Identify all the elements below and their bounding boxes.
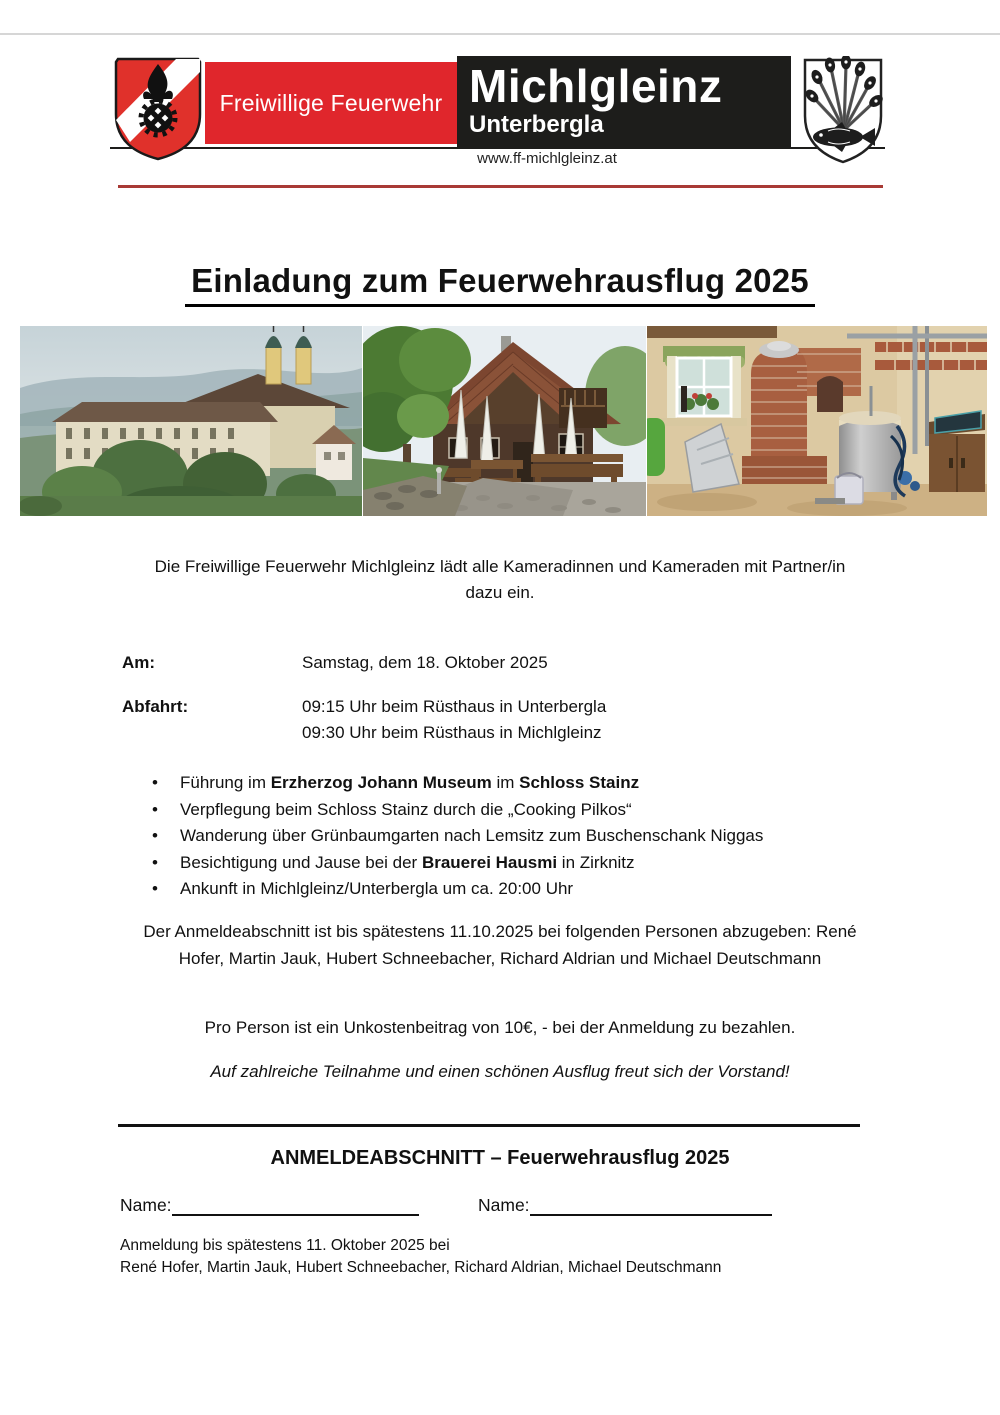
slip-note-line2: René Hofer, Martin Jauk, Hubert Schneebacher, Richard Aldrian, Michael Deutschmann	[120, 1259, 722, 1276]
schloss-stainz-photo	[20, 326, 362, 516]
page-title: Einladung zum Feuerwehrausflug 2025	[0, 262, 1000, 307]
fee-paragraph: Pro Person ist ein Unkostenbeitrag von 10€, - bei der Anmeldung zu bezahlen.	[204, 1018, 796, 1037]
brauerei-photo	[647, 326, 987, 516]
program-item: • Besichtigung und Jause bei der Brauerei Hausmi in Zirknitz	[150, 850, 910, 877]
closing-paragraph: Auf zahlreiche Teilnahme und einen schönen Ausflug freut sich der Vorstand!	[210, 1062, 790, 1081]
program-item: • Verpflegung beim Schloss Stainz durch die „Cooking Pilkos“	[150, 797, 910, 824]
name-label: Name:	[120, 1195, 172, 1215]
slip-notes	[120, 1235, 900, 1279]
name-label: Name:	[478, 1195, 530, 1215]
date-label: Am:	[122, 653, 156, 672]
departure-values: 09:15 Uhr beim Rüsthaus in Unterbergla 09:30 Uhr beim Rüsthaus in Michlgleinz	[302, 697, 607, 742]
departure-row	[122, 694, 606, 746]
program-list	[150, 770, 910, 903]
header-band-label: Freiwillige Feuerwehr	[219, 89, 443, 116]
date-row	[122, 650, 606, 676]
trip-details	[122, 650, 606, 746]
name-blank-line	[530, 1192, 772, 1216]
deadline-paragraph: Der Anmeldeabschnitt ist bis spätestens 11.10.2025 bei folgenden Personen abzugeben: René Hofer, Martin Jauk, Hubert Schneebacher, Richard Aldrian und Michael Deutschmann	[143, 922, 857, 968]
buschenschank-photo	[363, 326, 646, 516]
program-item: • Führung im Erzherzog Johann Museum im Schloss Stainz	[150, 770, 910, 797]
municipal-crest-icon	[800, 56, 886, 166]
name-field-left	[120, 1192, 419, 1216]
program-item: • Wanderung über Grünbaumgarten nach Lemsitz zum Buschenschank Niggas	[150, 823, 910, 850]
fire-brigade-crest-icon	[110, 56, 206, 162]
brigade-subname: Unterbergla	[469, 111, 604, 138]
scan-edge-line	[0, 33, 1000, 35]
cut-line	[118, 1124, 860, 1127]
name-blank-line	[172, 1192, 419, 1216]
date-value: Samstag, dem 18. Oktober 2025	[302, 653, 548, 672]
header-red-divider	[118, 185, 883, 188]
intro-paragraph: Die Freiwillige Feuerwehr Michlgleinz lädt alle Kameradinnen und Kameraden mit Partner/in dazu ein.	[154, 557, 846, 602]
website-url: www.ff-michlgleinz.at	[477, 150, 617, 167]
slip-note-line1: Anmeldung bis spätestens 11. Oktober 2025 bei	[120, 1237, 450, 1254]
departure-label: Abfahrt:	[122, 697, 189, 716]
brigade-name: Michlgleinz	[469, 60, 723, 112]
header-red-band	[205, 62, 457, 144]
name-field-right	[478, 1192, 772, 1216]
photo-strip	[20, 326, 987, 516]
header-black-band	[457, 56, 791, 148]
program-item: • Ankunft in Michlgleinz/Unterbergla um ca. 20:00 Uhr	[150, 876, 910, 903]
slip-heading: ANMELDEABSCHNITT – Feuerwehrausflug 2025	[270, 1147, 730, 1169]
